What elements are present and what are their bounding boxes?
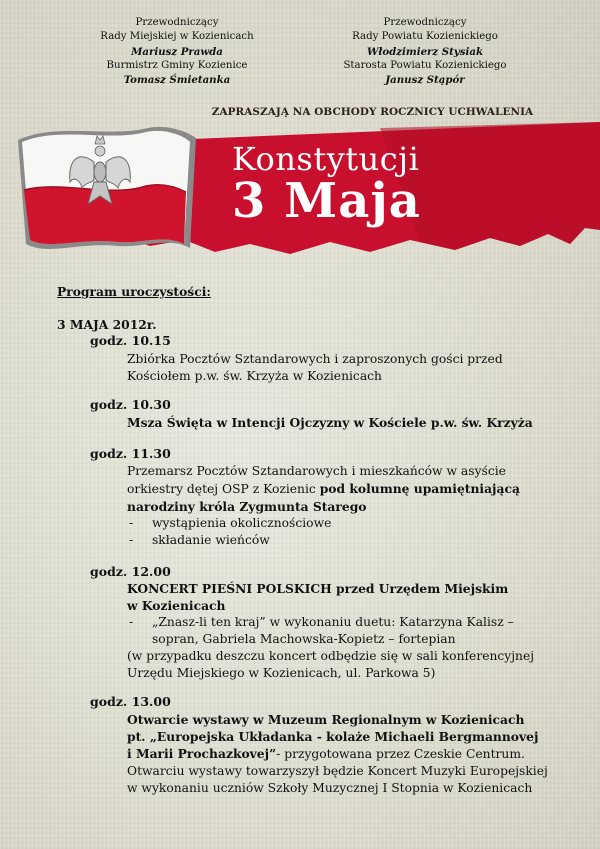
event-text-line: Msza Święta w Intencji Ojczyzny w Kościele p.w. św. Krzyża	[127, 415, 533, 430]
list-item-label: wystąpienia okolicznościowe	[152, 516, 332, 530]
event-text-bold: pod kolumnę upamiętniającą	[319, 481, 520, 496]
event-description	[127, 351, 567, 385]
event-text-line: Kościołem p.w. św. Krzyża w Kozienicach	[127, 369, 382, 383]
header-right-line2: Rady Powiatu Kozienickiego	[352, 31, 498, 43]
list-item	[127, 515, 567, 532]
event-text-line: Zbiórka Pocztów Sztandarowych i zaproszonych gości przed	[127, 352, 503, 366]
header-left-name1: Mariusz Prawda	[131, 45, 223, 58]
program-date: 3 MAJA 2012r.	[57, 317, 157, 332]
event-time: godz. 12.00	[90, 564, 171, 579]
event-time: godz. 10.15	[90, 333, 171, 348]
header-right-name1: Włodzimierz Stysiak	[366, 45, 483, 58]
event-text-line: Otwarcie wystawy w Muzeum Regionalnym w Kozienicach	[127, 712, 525, 727]
list-item-continuation: sopran, Gabriela Machowska-Kopietz – fortepian	[152, 632, 456, 646]
event-description	[127, 463, 567, 549]
invitation-text: ZAPRASZAJĄ NA OBCHODY ROCZNICY UCHWALENIA	[211, 106, 534, 118]
header-right	[310, 16, 540, 87]
bullet-dash: -	[129, 516, 134, 530]
banner-title-line2: 3 Maja	[232, 173, 421, 229]
bullet-dash: -	[129, 533, 134, 547]
event-text-line: Otwarciu wystawy towarzyszył będzie Koncert Muzyki Europejskiej	[127, 764, 548, 778]
header-left-line3: Burmistrz Gminy Kozienice	[106, 59, 248, 71]
header-right-line1: Przewodniczący	[383, 17, 467, 28]
header-left-line2: Rady Miejskiej w Kozienicach	[100, 31, 254, 43]
list-item-label: składanie wieńców	[152, 533, 270, 547]
event-description	[127, 580, 567, 682]
event-text-line	[127, 745, 567, 763]
event-time: godz. 10.30	[90, 397, 171, 412]
event-text-line: narodziny króla Zygmunta Starego	[127, 499, 367, 514]
event-time: godz. 11.30	[90, 446, 171, 461]
header-left	[62, 16, 292, 87]
event-text-line	[127, 480, 567, 498]
event-text-part: - przygotowana przez Czeskie Centrum.	[276, 747, 525, 761]
header-right-line3: Starosta Powiatu Kozienickiego	[343, 59, 507, 71]
event-text-part: orkiestry dętej OSP z Kozienic	[127, 482, 320, 496]
event-text-line: KONCERT PIEŚNI POLSKICH przed Urzędem Miejskim	[127, 581, 509, 596]
event-text-line: Przemarsz Pocztów Sztandarowych i mieszkańców w asyście	[127, 464, 506, 478]
bullet-dash: -	[129, 615, 134, 629]
event-description	[127, 414, 567, 431]
list-item	[127, 614, 567, 631]
header-left-line1: Przewodniczący	[135, 17, 219, 28]
event-text-bold: i Marii Prochazkovej”	[127, 746, 277, 761]
header-right-name2: Janusz Stąpór	[385, 74, 465, 87]
event-time: godz. 13.00	[90, 694, 171, 709]
event-note-line: Urzędu Miejskiego w Kozienicach, ul. Parkowa 5)	[127, 666, 436, 680]
header-left-name2: Tomasz Śmietanka	[123, 74, 231, 87]
event-text-line: w wykonaniu uczniów Szkoły Muzycznej I Stopnia w Kozienicach	[127, 781, 533, 795]
program-heading: Program uroczystości:	[57, 284, 211, 299]
list-item-label: „Znasz-li ten kraj” w wykonaniu duetu: Katarzyna Kalisz –	[152, 615, 514, 629]
event-text-line: w Kozienicach	[127, 598, 226, 613]
event-text-line: pt. „Europejska Układanka - kolaże Michaeli Bergmannovej	[127, 729, 539, 744]
event-description	[127, 711, 567, 797]
event-note-line: (w przypadku deszczu koncert odbędzie się w sali konferencyjnej	[127, 649, 535, 663]
banner-title-line1: Konstytucji	[232, 140, 420, 178]
list-item	[127, 532, 567, 549]
